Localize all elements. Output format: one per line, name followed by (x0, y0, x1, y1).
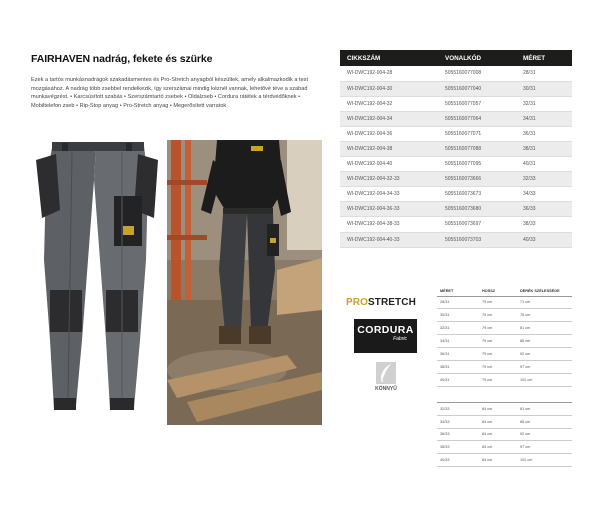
size: 28/31 (437, 296, 479, 309)
waist: 86 cm (517, 415, 572, 428)
size: 40/31 (437, 373, 479, 386)
waist: 97 cm (517, 441, 572, 454)
barcode: 5055160073697 (438, 217, 516, 232)
barcode: 5055160077040 (438, 81, 516, 96)
size: 40/31 (516, 157, 572, 172)
size-table (437, 286, 572, 467)
length: 79 cm (479, 373, 517, 386)
spec-table-header (340, 50, 572, 66)
barcode: 5055160077064 (438, 111, 516, 126)
table-row (437, 415, 572, 428)
waist: 81 cm (517, 402, 572, 415)
waist: 97 cm (517, 360, 572, 373)
item-number: WI-DWC192-004-36-33 (340, 202, 438, 217)
table-row (340, 157, 572, 172)
length: 79 cm (479, 296, 517, 309)
table-row (437, 402, 572, 415)
table-row (340, 111, 572, 126)
size: 30/31 (516, 81, 572, 96)
table-row (340, 217, 572, 232)
size: 34/33 (516, 187, 572, 202)
table-row (437, 428, 572, 441)
waist: 92 cm (517, 348, 572, 361)
table-row (340, 66, 572, 81)
feather-icon-graphic (376, 362, 396, 384)
waist: 76 cm (517, 309, 572, 322)
barcode: 5055160073680 (438, 202, 516, 217)
item-number: WI-DWC192-004-40 (340, 157, 438, 172)
table-row (340, 202, 572, 217)
trousers-product-image (30, 140, 164, 425)
size: 36/31 (516, 126, 572, 141)
size: 32/31 (516, 96, 572, 111)
size: 34/31 (516, 111, 572, 126)
table-row (437, 322, 572, 335)
product-description: Ezek a tartós munkásnadrágok szakadásmentes és Pro-Stretch anyagból készültek, amely alkalmazkodik a test mozgásához. A nadrág több zsebbel rendelkezik, így szerszámai mindig kéznél vannak, lehetővé téve a szabad munkavégzést. • Karcsúsított szabás • Szerszámtartó zsebek • Oldalzseb • Cordura rátétek a térdvédőknek • Mobiltelefon zseb • Rip-Stop anyag • Pro-Stretch anyag • Megerősített varratok (31, 77, 309, 109)
size: 28/31 (516, 66, 572, 81)
prostretch-logo-part-b: STRETCH (367, 297, 416, 308)
length: 84 cm (479, 402, 517, 415)
item-number: WI-DWC192-004-32 (340, 96, 438, 111)
barcode: 5055160077088 (438, 141, 516, 156)
prostretch-logo-part-a: PRO (346, 297, 368, 308)
length: 84 cm (479, 441, 517, 454)
barcode: 5055160073666 (438, 172, 516, 187)
table-row (340, 232, 572, 247)
product-title: FAIRHAVEN nadrág, fekete és szürke (31, 53, 213, 65)
table-separator (437, 386, 572, 402)
table-row (340, 81, 572, 96)
length: 84 cm (479, 428, 517, 441)
cordura-logo (354, 319, 417, 353)
barcode: 5055160077057 (438, 96, 516, 111)
table-row (437, 296, 572, 309)
item-number: WI-DWC192-004-30 (340, 81, 438, 96)
barcode: 5055160077071 (438, 126, 516, 141)
table-row (340, 141, 572, 156)
size-table-header (437, 286, 572, 296)
table-row (437, 373, 572, 386)
spec-table (340, 50, 572, 248)
waist: 102 cm (517, 373, 572, 386)
item-number: WI-DWC192-004-34 (340, 111, 438, 126)
cordura-logo-text: CORDURA (357, 324, 414, 336)
barcode: 5055160077008 (438, 66, 516, 81)
length: 84 cm (479, 415, 517, 428)
header-size: MÉRET (516, 50, 572, 66)
size: 38/33 (437, 441, 479, 454)
item-number: WI-DWC192-004-36 (340, 126, 438, 141)
barcode: 5055160077095 (438, 157, 516, 172)
table-row (437, 335, 572, 348)
length: 79 cm (479, 309, 517, 322)
size: 38/31 (437, 360, 479, 373)
length: 79 cm (479, 348, 517, 361)
barcode: 5055160073673 (438, 187, 516, 202)
size: 36/33 (437, 428, 479, 441)
size: 38/31 (516, 141, 572, 156)
length: 79 cm (479, 360, 517, 373)
item-number: WI-DWC192-004-28 (340, 66, 438, 81)
table-row (437, 309, 572, 322)
size: 40/33 (437, 454, 479, 467)
waist: 81 cm (517, 322, 572, 335)
table-row (340, 126, 572, 141)
feather-icon (376, 362, 396, 384)
size: 30/31 (437, 309, 479, 322)
barcode: 5055160073703 (438, 232, 516, 247)
table-row (437, 348, 572, 361)
item-number: WI-DWC192-004-34-33 (340, 187, 438, 202)
item-number: WI-DWC192-004-38-33 (340, 217, 438, 232)
lightweight-label: KÖNNYŰ (375, 386, 397, 392)
table-row (340, 96, 572, 111)
size: 34/33 (437, 415, 479, 428)
size: 32/33 (516, 172, 572, 187)
header-size: MÉRET (437, 286, 479, 296)
waist: 86 cm (517, 335, 572, 348)
length: 79 cm (479, 322, 517, 335)
header-item-number: CIKKSZÁM (340, 50, 438, 66)
waist: 102 cm (517, 454, 572, 467)
cordura-logo-subtext: Fabric (393, 336, 407, 342)
size: 40/33 (516, 232, 572, 247)
item-number: WI-DWC192-004-32-33 (340, 172, 438, 187)
item-number: WI-DWC192-004-38 (340, 141, 438, 156)
workwear-scene-image (167, 140, 322, 425)
item-number: WI-DWC192-004-40-33 (340, 232, 438, 247)
waist: 92 cm (517, 428, 572, 441)
table-row (340, 187, 572, 202)
prostretch-logo (346, 297, 416, 308)
size: 38/33 (516, 217, 572, 232)
size: 36/31 (437, 348, 479, 361)
size: 32/33 (437, 402, 479, 415)
lightweight-badge (375, 362, 397, 392)
table-row (437, 441, 572, 454)
length: 84 cm (479, 454, 517, 467)
size: 34/31 (437, 335, 479, 348)
size: 36/33 (516, 202, 572, 217)
header-waist: DERÉK SZÉLESSÉGE (517, 286, 572, 296)
header-length: HOSSZ (479, 286, 517, 296)
length: 79 cm (479, 335, 517, 348)
header-barcode: VONALKÓD (438, 50, 516, 66)
table-row (437, 360, 572, 373)
size: 32/31 (437, 322, 479, 335)
table-row (437, 454, 572, 467)
waist: 71 cm (517, 296, 572, 309)
table-row (340, 172, 572, 187)
